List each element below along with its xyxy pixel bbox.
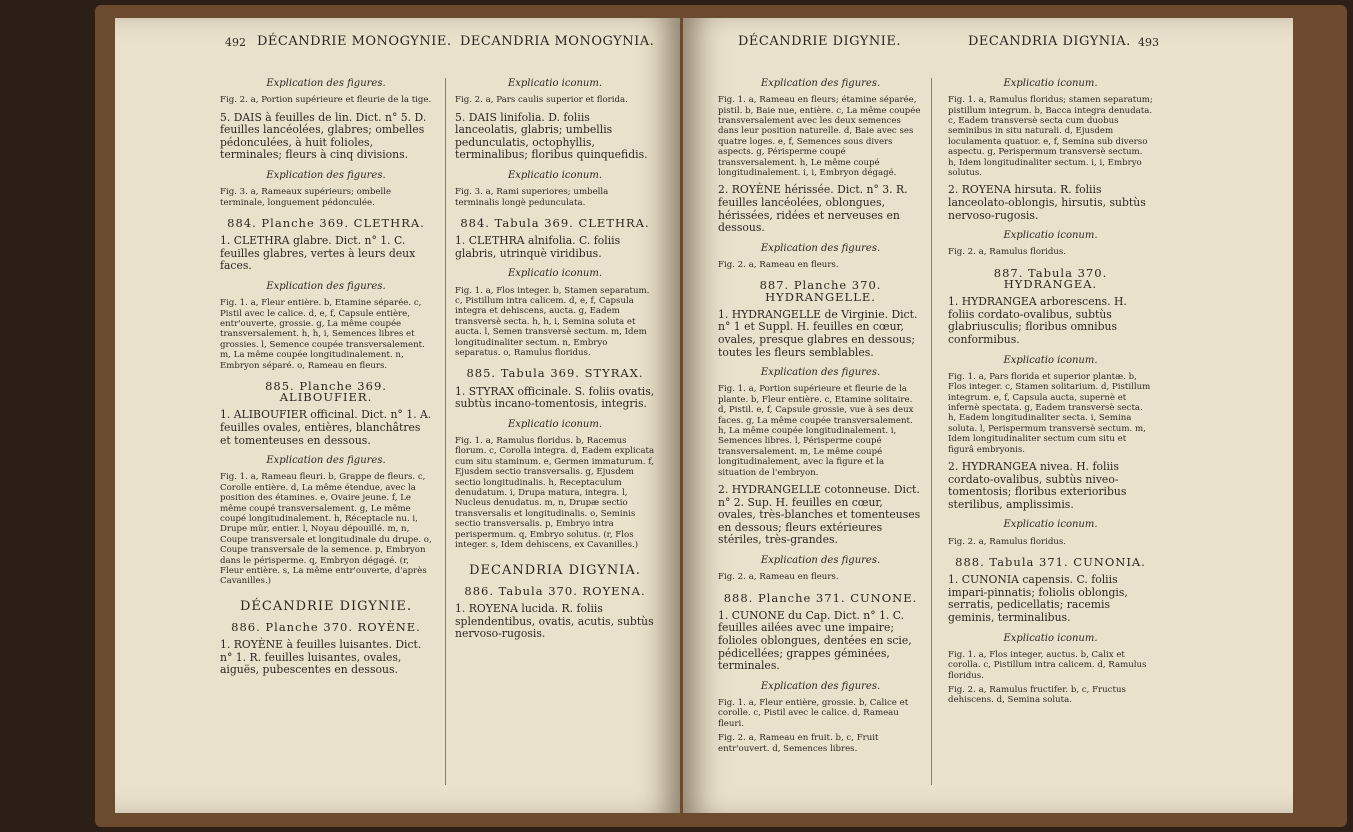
species-entry: 1. ROYÈNE à feuilles luisantes. Dict. n° 1. R. feuilles luisantes, ovales, aiguës, pubescentes en dessous.: [220, 638, 422, 677]
figure-description: Fig. 2. a, Portion supérieure et fleurie de la tige.: [220, 95, 432, 106]
species-entry: 1. CUNONE du Cap. Dict. n° 1. C. feuilles ailées avec une impaire; folioles oblongues, dentées en scie, pédicellées; grappes géminées, terminales.: [718, 608, 912, 673]
french-column: [220, 70, 432, 681]
figure-description: Fig. 2. a, Ramulus fructifer. b, c, Fructus dehiscens. d, Semina soluta.: [948, 685, 1126, 706]
caption: Explicatio iconum.: [507, 169, 603, 181]
page-header-latin: DECANDRIA DIGYNIA.: [968, 34, 1131, 49]
caption: Explicatio iconum.: [1003, 354, 1098, 366]
figure-description: Fig. 1. a, Ramulus floridus. b, Racemus florum. c, Corolla integra. d, Eadem explicata cum situ staminum. e, Germen immaturum. f, Ejusdem sectio transversalis. g, Ejusdem sectio longitudinalis. h, Receptaculum denudatum. i, Drupa matura, integra. l, Nucleus denudatus. m, n, Drupæ sectio transversalis et longitudinalis. o, Seminis sectio transversalis. p, Embryo intra perispermum. q, Embryo solutus. (r, Flos integer. s, Idem dehiscens, ex Cavanilles.): [455, 436, 655, 551]
caption: Explication des figures.: [266, 280, 386, 292]
figure-description: Fig. 3. a, Rameaux supérieurs; ombelle terminale, longuement pédonculée.: [220, 187, 392, 208]
figure-description: Fig. 1. a, Rameau en fleurs; étamine séparée, pistil. b, Baie nue, entière. c, La même coupée transversalement avec les deux semences dans leur position naturelle. d, Baie avec ses quatre loges. e, f, Semences sous divers aspects. g, Périsperme coupé transversalement. h, Le même coupé longitudinalement. i, i, Embryon dégagé.: [718, 95, 921, 179]
species-entry: 1. HYDRANGEA arborescens. H. foliis cordato-ovalibus, subtùs glabriusculis; floribus omnibus conformibus.: [948, 295, 1127, 347]
section-heading: 885. Planche 369. ALIBOUFIER.: [265, 379, 387, 405]
caption: Explicatio iconum.: [1003, 519, 1098, 531]
section-heading: 887. Planche 370. HYDRANGELLE.: [759, 278, 882, 304]
caption: Explicatio iconum.: [507, 418, 603, 430]
page-header-french: DÉCANDRIE DIGYNIE.: [738, 34, 902, 49]
figure-description: Fig. 1. a, Flos integer. b, Stamen separatum. c, Pistillum intra calicem. d, e, f, Capsula integra et dehiscens, aucta. g, Eadem transversè secta. h, h, i, Semina soluta et aucta. l, Semen transversè sectum. m, Idem longitudinaliter sectum. n, Embryo separatus. o, Ramulus floridus.: [455, 285, 650, 359]
figure-description: Fig. 2. a, Rameau en fleurs.: [718, 260, 839, 271]
figure-description: Fig. 1. a, Portion supérieure et fleurie de la plante. b, Fleur entière. c, Etamine solitaire. d, Pistil. e, f, Capsule grossie, vue à ses deux faces. g, La même coupée transversalement. h, La même coupée longitudinalement. i, Semences libres. l, Périsperme coupé transversalement. m, Le même coupé longitudinalement, avec la figure et la situation de l'embryon.: [718, 384, 914, 478]
column-divider: [445, 78, 446, 785]
figure-description: Fig. 1. a, Pars florida et superior plantæ. b, Flos integer. c, Stamen solitarium. d, Pistillum integrum. e, f, Capsula aucta, supernè et infernè spectata. g, Eadem transversè secta. h, Eadem longitudinaliter secta. i, Semina soluta. l, Perispermum transversè sectum. m, Idem longitudinaliter sectum cum situ et figurâ embryonis.: [948, 371, 1151, 455]
order-heading: DECANDRIA DIGYNIA.: [469, 562, 641, 578]
page-number: 493: [1138, 36, 1159, 49]
species-entry: 5. DAIS linifolia. D. foliis lanceolatis, glabris; umbellis pedunculatis, octophyllis, terminalibus; floribus quinquefidis.: [455, 110, 648, 162]
column-divider: [931, 78, 932, 785]
figure-description: Fig. 2. a, Pars caulis superior et florida.: [455, 95, 628, 106]
species-entry: 2. HYDRANGELLE cotonneuse. Dict. n° 2. Sup. H. feuilles en cœur, ovales, très-blanches et tomenteuses en dessous; fleurs extérieures stériles, très-grandes.: [718, 483, 921, 547]
figure-description: Fig. 3. a, Rami superiores; umbella terminalis longè pedunculata.: [455, 187, 609, 208]
species-entry: 1. STYRAX officinale. S. foliis ovatis, subtùs incano-tomentosis, integris.: [455, 384, 655, 411]
section-heading: 884. Tabula 369. CLETHRA.: [460, 216, 650, 230]
caption: Explication des figures.: [760, 555, 881, 567]
species-entry: 2. HYDRANGEA nivea. H. foliis cordato-ovalibus, subtùs niveo-tomentosis; floribus exterioribus sterilibus, amplissimis.: [948, 460, 1127, 511]
species-entry: 5. DAIS à feuilles de lin. Dict. n° 5. D. feuilles lancéolées, glabres; ombelles pédonculées, à huit folioles, terminales; fleurs à cinq divisions.: [220, 110, 427, 162]
species-entry: 1. CLETHRA glabre. Dict. n° 1. C. feuilles glabres, vertes à leurs deux faces.: [220, 234, 416, 273]
species-entry: 1. ROYENA lucida. R. foliis splendentibus, ovatis, acutis, subtùs nervoso-rugosis.: [455, 601, 654, 641]
species-entry: 2. ROYENA hirsuta. R. foliis lanceolato-oblongis, hirsutis, subtùs nervoso-rugosis.: [948, 183, 1146, 222]
section-heading: 887. Tabula 370. HYDRANGEA.: [993, 265, 1108, 292]
caption: Explication des figures.: [760, 242, 881, 254]
right-page: [683, 18, 1293, 813]
page-header-latin: DECANDRIA MONOGYNIA.: [460, 34, 655, 49]
figure-description: Fig. 1. a, Rameau fleuri. b, Grappe de fleurs. c, Corolle entière. d, La même étendue, avec la position des étamines. e, Ovaire jeune. f, Le même coupé transversalement. g, Le même coupé longitudinalement. h, Réceptacle nu. i, Drupe mûr, entier. l, Noyau dépouillé. m, n, Coupe transversale et longitudinale du drupe. o, Coupe transversale de la semence. p, Embryon dans le périsperme. q, Embryon dégagé. (r, Fleur entière. s, La même entr'ouverte, d'après Cavanilles.): [220, 472, 432, 587]
order-heading: DÉCANDRIE DIGYNIE.: [239, 598, 413, 614]
species-entry: 2. ROYÈNE hérissée. Dict. n° 3. R. feuilles lancéolées, oblongues, hérissées, ridées et nerveuses en dessous.: [718, 183, 908, 235]
figure-description: Fig. 2. a, Ramulus floridus.: [948, 247, 1067, 258]
section-heading: 886. Tabula 370. ROYENA.: [464, 583, 646, 598]
section-heading: 884. Planche 369. CLETHRA.: [227, 216, 425, 230]
caption: Explicatio iconum.: [507, 268, 603, 280]
figure-description: Fig. 1. a, Fleur entière. b, Etamine séparée. c, Pistil avec le calice. d, e, f, Capsule entière, entr'ouverte, grossie. g, La même coupée transversalement. h, h, i, Semences libres et grossies. l, Semence coupée transversalement. m, La même coupée longitudinalement. n, Embryon séparé. o, Rameau en fleurs.: [220, 298, 425, 371]
french-column: [718, 70, 923, 758]
caption: Explicatio iconum.: [1003, 78, 1098, 89]
caption: Explication des figures.: [266, 78, 386, 89]
figure-description: Fig. 2. a, Ramulus floridus.: [948, 536, 1067, 547]
caption: Explication des figures.: [760, 367, 881, 379]
page-number: 492: [225, 36, 246, 49]
species-entry: 1. CUNONIA capensis. C. foliis impari-pinnatis; foliolis oblongis, serratis, pedicellatis; racemis geminis, terminalibus.: [948, 573, 1128, 625]
caption: Explicatio iconum.: [1003, 230, 1098, 242]
species-entry: 1. CLETHRA alnifolia. C. foliis glabris, utrinquè viridibus.: [455, 234, 621, 260]
species-entry: 1. HYDRANGELLE de Virginie. Dict. n° 1 et Suppl. H. feuilles en cœur, ovales, presque glabres en dessous; toutes les fleurs semblables.: [718, 307, 918, 359]
caption: Explicatio iconum.: [507, 78, 603, 89]
figure-description: Fig. 2. a, Rameau en fleurs.: [718, 572, 839, 583]
section-heading: 888. Planche 371. CUNONE.: [723, 590, 918, 605]
caption: Explicatio iconum.: [1003, 632, 1098, 644]
figure-description: Fig. 1. a, Ramulus floridus; stamen separatum; pistillum integrum. b, Bacca integra denudata. c, Eadem transversè secta cum duobus seminibus in situ naturali. d, Ejusdem loculamenta quatuor. e, f, Semina sub diverso aspectu. g, Perispermum transversè sectum. h, Idem longitudinaliter sectum. i, i, Embryo solutus.: [948, 95, 1153, 179]
species-entry: 1. ALIBOUFIER officinal. Dict. n° 1. A. feuilles ovales, entières, blanchâtres et tomenteuses en dessous.: [220, 408, 432, 447]
latin-column: [455, 70, 655, 645]
caption: Explication des figures.: [760, 680, 881, 692]
caption: Explication des figures.: [760, 78, 881, 89]
left-page: [115, 18, 680, 813]
caption: Explication des figures.: [266, 455, 386, 467]
caption: Explication des figures.: [266, 169, 386, 181]
page-header-french: DÉCANDRIE MONOGYNIE.: [257, 34, 452, 49]
figure-description: Fig. 1. a, Flos integer, auctus. b, Calix et corolla. c, Pistillum intra calicem. d, Ramulus floridus.: [948, 649, 1147, 681]
section-heading: 886. Planche 370. ROYÈNE.: [231, 620, 421, 635]
latin-column: [948, 70, 1153, 710]
figure-description: Fig. 2. a, Rameau en fruit. b, c, Fruit entr'ouvert. d, Semences libres.: [718, 733, 879, 754]
section-heading: 885. Tabula 369. STYRAX.: [466, 366, 644, 381]
figure-description: Fig. 1. a, Fleur entière, grossie. b, Calice et corolle. c, Pistil avec le calice. d, Rameau fleuri.: [718, 698, 909, 729]
section-heading: 888. Tabula 371. CUNONIA.: [955, 555, 1146, 570]
